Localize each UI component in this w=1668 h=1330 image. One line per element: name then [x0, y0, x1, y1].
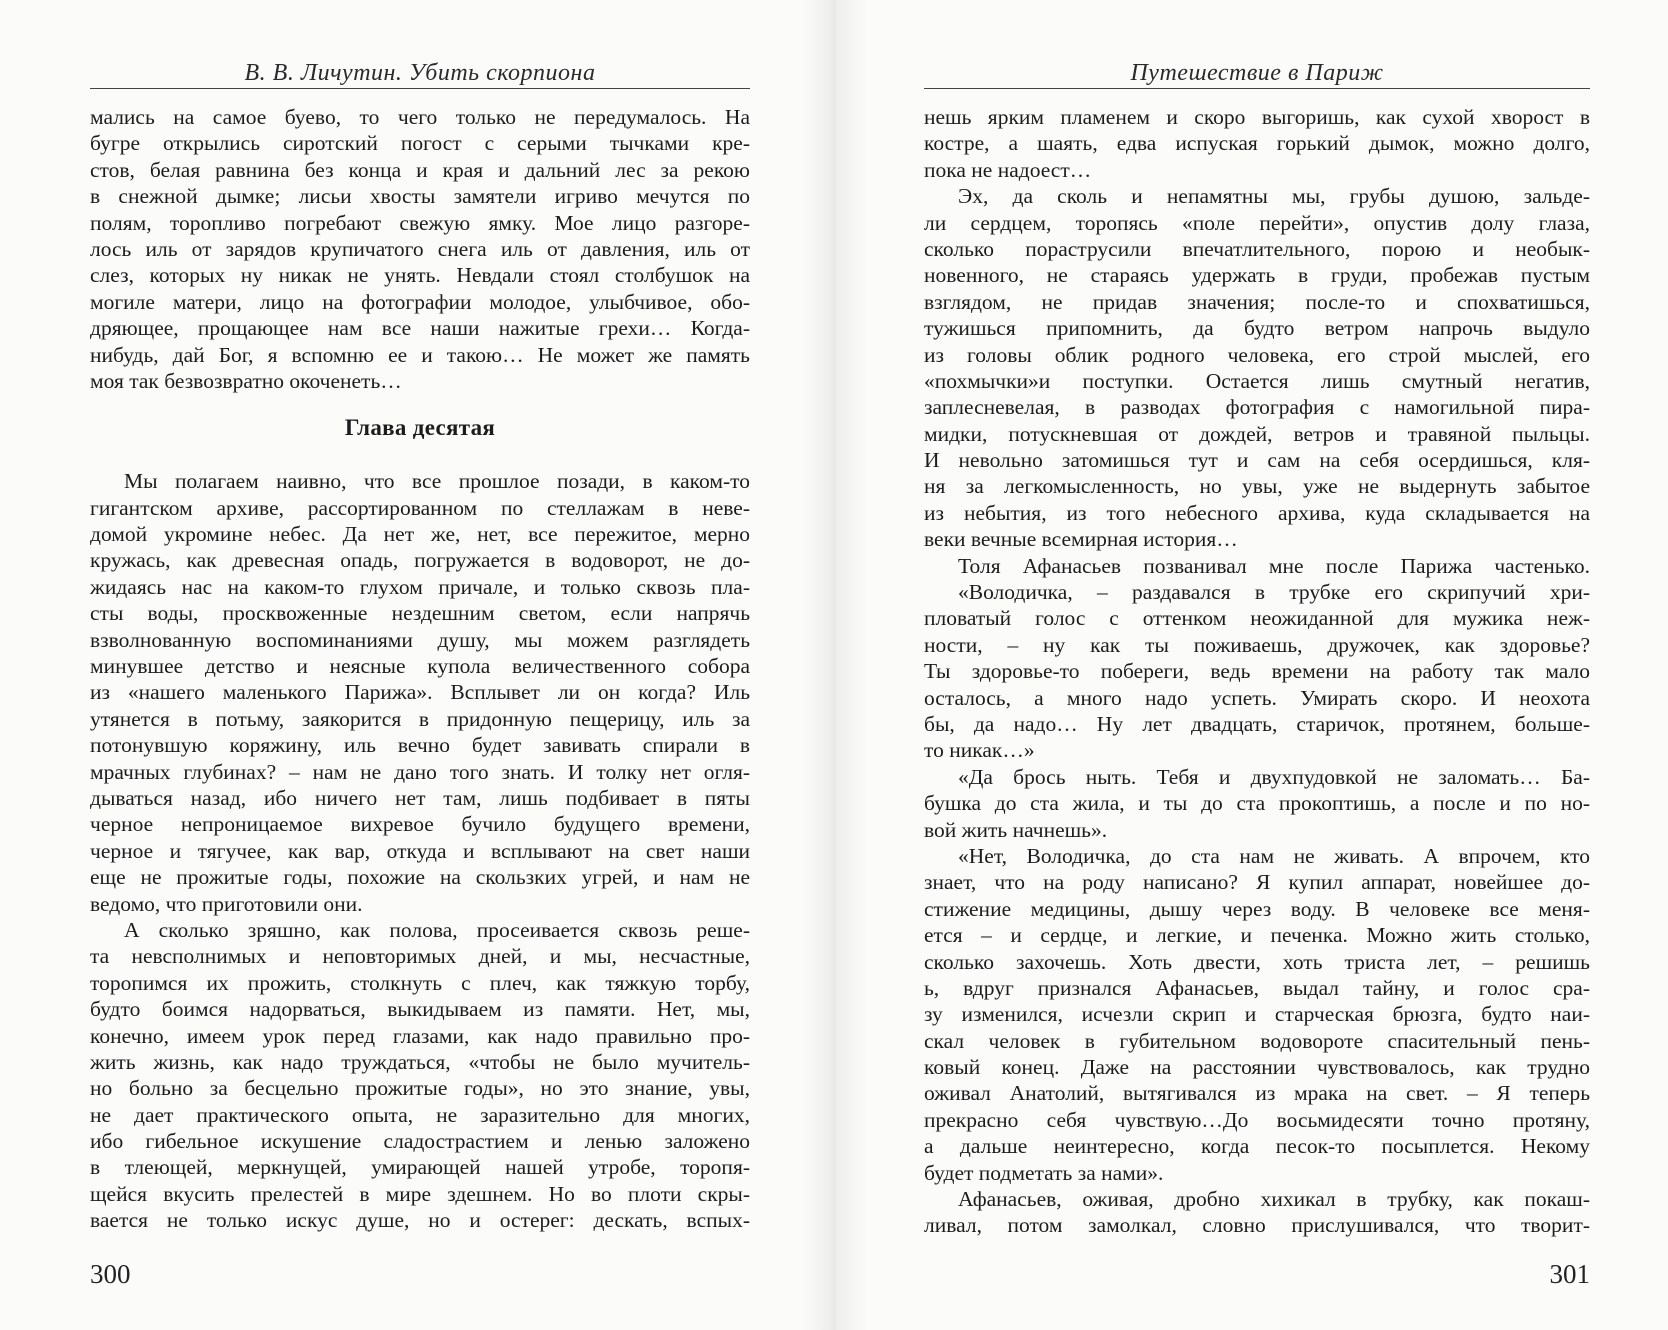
text-line: потонувшую коряжину, иль вечно будет завивать спирали в — [90, 733, 750, 758]
text-line: еще не прожитые годы, похожие на скользких угрей, и нам не — [90, 865, 750, 890]
text-line: черное и тягучее, как вар, откуда и всплывают на свет наши — [90, 838, 750, 863]
right-page-number: 301 — [1549, 1259, 1590, 1289]
text-line: взволнованную воспоминаниями душу, мы можем разглядеть — [90, 627, 750, 652]
text-line: «Володичка, – раздавался в трубке его скрипучий хри- — [958, 580, 1590, 605]
text-line: из головы облик родного человека, его строй мыслей, его — [924, 342, 1590, 367]
text-line: Ты здоровье-то побереги, ведь времени на работу так мало — [924, 659, 1590, 684]
text-line: стижение медицины, дышу через воду. В человеке все меня- — [924, 896, 1590, 921]
text-line: «Нет, Володичка, до ста нам не живать. А впрочем, кто — [958, 843, 1590, 868]
text-line: бушка до ста жила, и ты до ста прокоптишь, а после и по но- — [924, 791, 1590, 816]
text-line: моя так безвозвратно окоченеть… — [90, 368, 402, 393]
text-line: бы, да надо… Ну лет двадцать, старичок, протянем, больше- — [924, 711, 1590, 736]
text-line: прекрасно себя чувствую…До восьмидесяти точно протяну, — [924, 1107, 1590, 1132]
text-line: но больно за бесцельно прожитые годы», но это знание, увы, — [90, 1076, 750, 1101]
text-line: будет подметать за нами». — [924, 1160, 1164, 1185]
book-gutter — [800, 0, 868, 1330]
text-line: Толя Афанасьев позванивал мне после Парижа частенько. — [958, 553, 1590, 578]
text-line: И невольно затомишься тут и сам на себя осердишься, кля- — [924, 448, 1590, 473]
text-line: ведомо, что приготовили они. — [90, 891, 363, 916]
text-line: кружась, как древесная опадь, погружается в водоворот, не до- — [90, 548, 750, 573]
left-head-rule — [90, 88, 750, 89]
text-line: ковый конец. Даже на расстоянии чувствовалось, как трудно — [924, 1055, 1590, 1080]
text-line: вается не только искус душе, но и остерег: дескать, вспых- — [90, 1208, 750, 1233]
right-head-rule — [924, 88, 1590, 89]
text-line: полям, торопливо погребают свежую ямку. Мое лицо разгоре- — [90, 210, 750, 235]
text-line: слез, которых ну никак не унять. Невдали стоял столбушок на — [90, 263, 750, 288]
text-line: ливал, потом замолкал, словно прислушивался, что творит- — [924, 1213, 1590, 1238]
text-line: Эх, да сколь и непамятны мы, грубы душою, зальде- — [958, 184, 1590, 209]
text-line: в снежной дымке; лисьи хвосты замятели игриво мечутся по — [90, 184, 750, 209]
text-line: стов, белая равнина без конца и края и дальний лес за рекою — [90, 157, 750, 182]
text-line: минувшее детство и неясные купола величественного собора — [90, 654, 750, 679]
left-body-text — [90, 104, 750, 1234]
text-line: вой жить начнешь». — [924, 817, 1108, 842]
text-line: домой укромине небес. Да нет же, нет, все пережитое, мерно — [90, 522, 750, 547]
right-running-head: Путешествие в Париж — [1130, 60, 1384, 86]
text-line: ется – и сердце, и легкие, и печенка. Можно жить столько, — [924, 923, 1590, 948]
text-line: пловатый голос с оттенком неожиданной для мужика неж- — [924, 606, 1590, 631]
text-line: щейся вкусить прелестей в мире здешнем. Но во плоти скры- — [90, 1181, 750, 1206]
text-line: сколько захочешь. Хоть двести, хоть триста лет, – решишь — [924, 949, 1590, 974]
text-line: мидки, потускневшая от дождей, ветров и травяной пыльцы. — [924, 421, 1590, 446]
text-line: бугре открылись сиротский погост с серыми тычками кре- — [90, 131, 750, 156]
text-line: ности, – ну как ты поживаешь, дружочек, как здоровье? — [924, 632, 1590, 657]
text-line: «похмычки»и поступки. Остается лишь смутный негатив, — [924, 368, 1590, 393]
text-line: лось иль от зарядов крупичатого снега иль от давления, иль от — [90, 236, 750, 261]
text-line: взглядом, не придав значения; после-то и спохватишься, — [924, 289, 1590, 314]
text-line: сты воды, просквоженные нездешним светом, если напрячь — [90, 601, 750, 626]
text-line: ь, вдруг признался Афанасьев, выдал тайну, и голос сра- — [924, 975, 1590, 1000]
text-line: жидаясь нас на каком-то глухом причале, и только сквозь пла- — [90, 574, 750, 599]
text-line: заплесневелая, в разводах фотография с намогильной пира- — [924, 395, 1590, 420]
text-line: дываться назад, ибо ничего нет там, лишь подбивает в пяты — [90, 785, 750, 810]
text-line: тужишься припомнить, да будто ветром напрочь выдуло — [924, 316, 1590, 341]
text-line: утянется в потьму, заякорится в придонную пещерицу, иль за — [90, 706, 750, 731]
text-line: будто боимся надорваться, выкидываем из памяти. Нет, мы, — [90, 997, 750, 1022]
left-running-head: В. В. Личутин. Убить скорпиона — [244, 60, 596, 86]
text-line: жить жизнь, как надо труждаться, «чтобы не было мучитель- — [90, 1049, 750, 1074]
text-line: «Да брось ныть. Тебя и двухпудовкой не заломать… Ба- — [958, 764, 1590, 789]
text-line: скал человек в губительном водовороте спасительный пень- — [924, 1028, 1590, 1053]
text-line: знает, что на роду написано? Я купил аппарат, новейшее до- — [924, 870, 1590, 895]
text-line: мались на самое буево, то чего только не передумалось. На — [90, 105, 750, 129]
text-line: осталось, а много надо успеть. Умирать скоро. И неохота — [924, 685, 1590, 710]
text-line: черное непроницаемое вихревое бучило будущего времени, — [90, 812, 750, 837]
text-line: новенного, не стараясь удержать в груди, пробежав пустым — [924, 263, 1590, 288]
text-line: в тлеющей, меркнущей, умирающей нашей утробе, торопя- — [90, 1155, 750, 1180]
text-line: не дает практического опыта, не заразительно для многих, — [90, 1102, 750, 1127]
text-line: пока не надоест… — [924, 157, 1092, 182]
text-line: нешь ярким пламенем и скоро выгоришь, как сухой хворост в — [924, 105, 1590, 129]
text-line: конечно, имеем урок перед глазами, как надо правильно про- — [90, 1023, 750, 1048]
chapter-title: Глава десятая — [344, 415, 496, 441]
text-line: та невсполнимых и неповторимых дней, и мы, несчастные, — [90, 944, 750, 969]
text-line: зу изменился, исчезли скрип и старческая брюзга, будто наи- — [924, 1002, 1590, 1027]
right-body-text — [924, 104, 1590, 1239]
text-line: Афанасьев, оживая, дробно хихикал в трубку, как покаш- — [958, 1187, 1590, 1212]
text-line: из небытия, из того небесного архива, куда складывается на — [924, 500, 1590, 525]
left-page-number: 300 — [90, 1259, 131, 1289]
text-line: а дальше неинтересно, когда песок-то посыплется. Некому — [924, 1134, 1590, 1159]
text-line: нибудь, дай Бог, я вспомню ее и такою… Не может же память — [90, 342, 750, 367]
text-line: костре, а шаять, едва испуская горький дымок, можно долго, — [924, 131, 1590, 156]
text-line: А сколько зряшно, как полова, просеивается сквозь реше- — [124, 917, 750, 942]
text-line: торопимся их прожить, столкнуть с плеч, как тяжкую торбу, — [90, 970, 750, 995]
text-line: Мы полагаем наивно, что все прошлое позади, в каком-то — [124, 469, 750, 494]
text-line: ибо гибельное искушение сладострастием и ленью заложено — [90, 1129, 750, 1154]
text-line: дряющее, прощающее нам все наши нажитые грехи… Когда- — [90, 316, 750, 341]
text-line: ли сердцем, торопясь «поле перейти», опустив долу глаза, — [924, 210, 1590, 235]
text-line: то никак…» — [924, 738, 1035, 763]
text-line: веки вечные всемирная история… — [924, 527, 1238, 552]
text-line: ня за легкомысленность, но увы, уже не выдернуть забытое — [924, 474, 1590, 499]
text-line: могиле матери, лицо на фотографии молодое, улыбчивое, обо- — [90, 289, 750, 314]
text-line: оживал Анатолий, вытягивался из мрака на свет. – Я теперь — [924, 1081, 1590, 1106]
text-line: из «нашего маленького Парижа». Всплывет ли он когда? Иль — [90, 680, 750, 705]
text-line: мрачных глубинах? – нам не дано того знать. И толку нет огля- — [90, 759, 750, 784]
text-line: сколько пораструсили впечатлительного, порою и необык- — [924, 236, 1590, 261]
text-line: гигантском архиве, рассортированном по стеллажам в неве- — [90, 495, 750, 520]
